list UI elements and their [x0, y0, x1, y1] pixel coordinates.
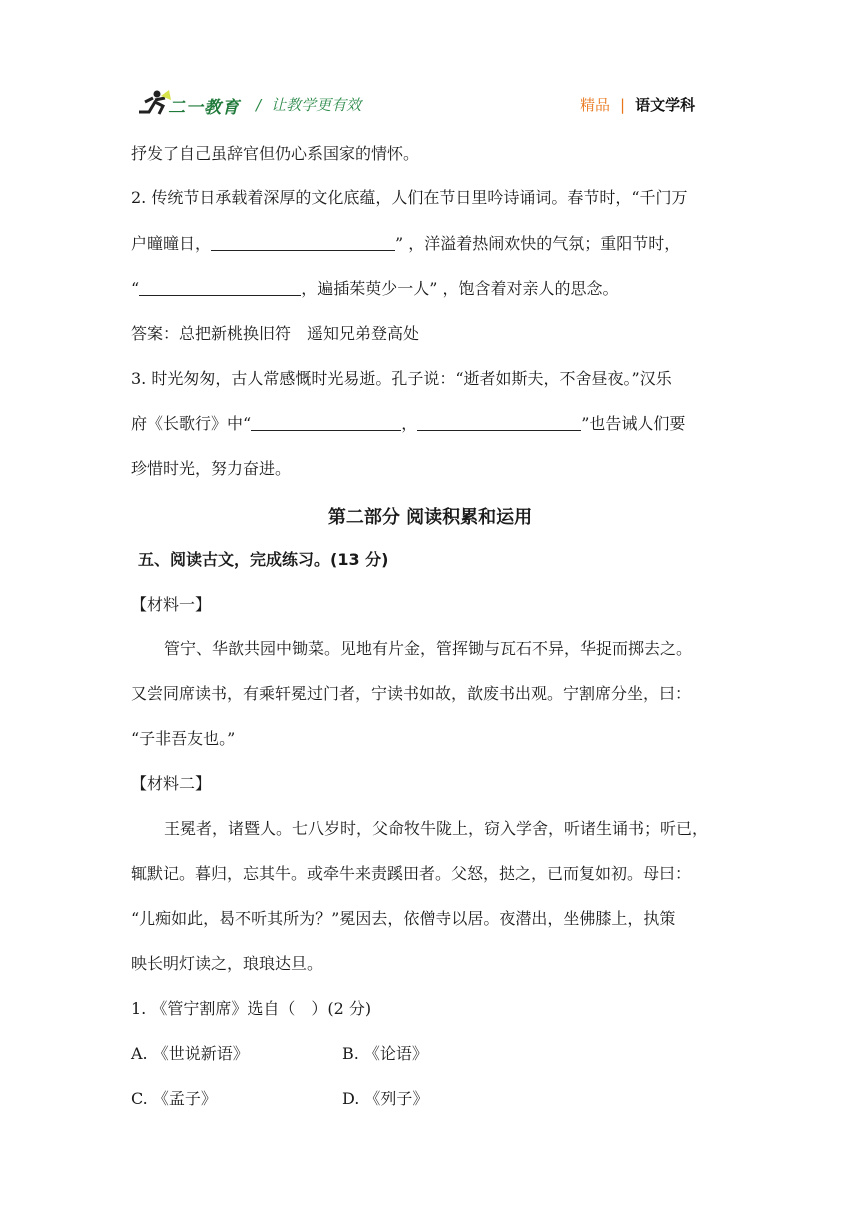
text-fragment: ”也告诫人们要 [581, 414, 686, 433]
header-separator: | [620, 96, 626, 114]
answer-blank[interactable] [251, 414, 401, 431]
brand-name: 二一教育 [168, 98, 240, 118]
section-5-heading: 五、阅读古文，完成练习。(13 分) [138, 550, 389, 569]
question-1: 1. 《管宁割席》选自（ ）(2 分) [131, 999, 372, 1018]
material-1-line: “子非吾友也。” [131, 729, 236, 748]
part-2-title: 第二部分 阅读积累和运用 [327, 507, 533, 528]
answer-blank[interactable] [417, 414, 581, 431]
text-fragment: 户曈曈日， [131, 234, 212, 253]
option-b[interactable]: B. 《论语》 [342, 1044, 428, 1063]
material-1-line: 又尝同席读书，有乘轩冕过门者，宁读书如故，歆废书出观。宁割席分坐，曰： [131, 684, 692, 703]
text-line: 抒发了自己虽辞官但仍心系国家的情怀。 [131, 144, 420, 163]
material-2-line: “儿痴如此，曷不听其所为？”冕因去，依僧寺以居。夜潜出，坐佛膝上，执策 [131, 909, 676, 928]
question-3-line-3: 珍惜时光，努力奋进。 [131, 459, 292, 478]
slogan-slash: / [256, 96, 262, 114]
material-2-line: 王冕者，诸暨人。七八岁时，父命牧牛陇上，窃入学舍，听诸生诵书；听已， [164, 819, 709, 838]
question-2-line-1: 2. 传统节日承载着深厚的文化底蕴，人们在节日里吟诗诵词。春节时，“千门万 [131, 188, 688, 207]
question-3-line-1: 3. 时光匆匆，古人常感慨时光易逝。孔子说：“逝者如斯夫，不舍昼夜。”汉乐 [131, 369, 672, 388]
header-right [580, 94, 695, 115]
option-c[interactable]: C. 《孟子》 [131, 1089, 217, 1108]
answer-blank[interactable] [139, 279, 301, 296]
text-fragment: ，遍插茱萸少一人” ，饱含着对亲人的思念。 [301, 279, 619, 298]
material-2-line: 辄默记。暮归，忘其牛。或牵牛来责蹊田者。父怒，挞之，已而复如初。母曰： [131, 864, 692, 883]
material-1-label: 【材料一】 [131, 595, 212, 614]
option-a[interactable]: A. 《世说新语》 [131, 1044, 249, 1063]
material-1-line: 管宁、华歆共园中锄菜。见地有片金，管挥锄与瓦石不异，华捉而掷去之。 [164, 639, 693, 658]
question-2-line-2 [131, 233, 680, 255]
slogan [256, 94, 361, 115]
material-2-label: 【材料二】 [131, 774, 212, 793]
jingpin-label: 精品 [580, 96, 611, 114]
option-d[interactable]: D. 《列子》 [342, 1089, 429, 1108]
page-header [0, 0, 860, 130]
text-fragment: ” ，洋溢着热闹欢快的气氛；重阳节时， [395, 234, 681, 253]
answer-line: 答案：总把新桃换旧符 遥知兄弟登高处 [131, 324, 420, 343]
text-fragment: ， [401, 414, 418, 433]
text-fragment: “ [131, 279, 140, 298]
answer-blank[interactable] [211, 234, 395, 251]
question-3-line-2 [131, 413, 685, 435]
material-2-line: 映长明灯读之，琅琅达旦。 [131, 954, 324, 973]
subject-label: 语文学科 [635, 96, 696, 114]
question-2-line-3 [131, 278, 618, 300]
text-fragment: 府《长歌行》中“ [131, 414, 252, 433]
slogan-text: 让教学更有效 [271, 96, 362, 114]
